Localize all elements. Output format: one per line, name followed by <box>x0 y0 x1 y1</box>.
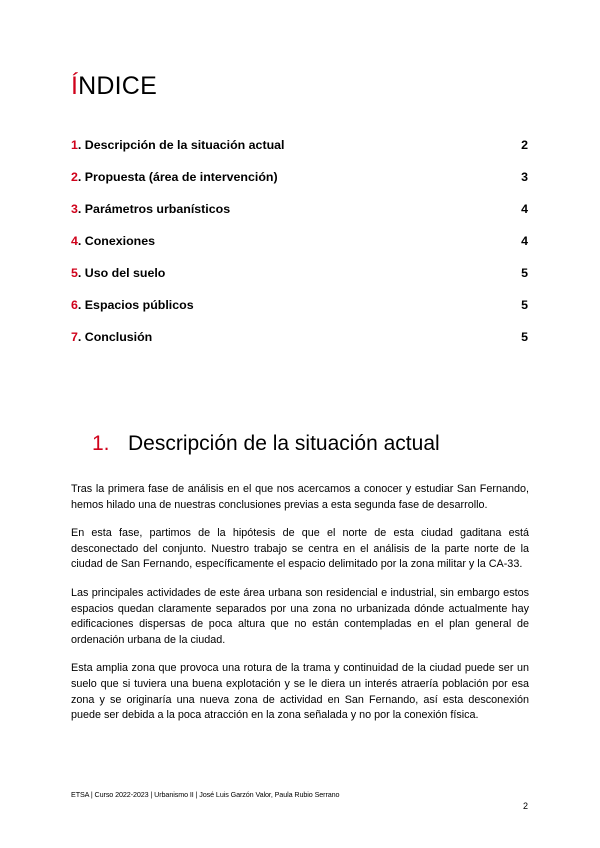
section-title: Descripción de la situación actual <box>128 432 440 455</box>
toc-item-page: 4 <box>521 202 528 216</box>
toc-item-number: 2 <box>71 170 78 184</box>
toc-item-2[interactable] <box>71 170 528 202</box>
toc-item-label: . Uso del suelo <box>77 266 166 280</box>
toc-item-page: 2 <box>521 138 528 152</box>
toc-item-page: 3 <box>521 170 528 184</box>
toc-item-5[interactable] <box>71 266 528 298</box>
toc-item-label: . Conclusión <box>77 330 153 344</box>
toc-item-4[interactable] <box>71 234 528 266</box>
index-title-rest: NDICE <box>78 72 157 100</box>
toc-item-page: 5 <box>521 266 528 280</box>
table-of-contents <box>71 138 528 362</box>
toc-item-label: . Espacios públicos <box>77 298 194 312</box>
section-body <box>71 482 529 737</box>
toc-item-number: 4 <box>71 234 78 248</box>
toc-item-7[interactable] <box>71 330 528 362</box>
index-title <box>71 72 157 101</box>
toc-item-6[interactable] <box>71 298 528 330</box>
toc-item-label: . Parámetros urbanísticos <box>77 202 231 216</box>
page-footer: ETSA | Curso 2022-2023 | Urbanismo II | José Luis Garzón Valor, Paula Rubio Serrano <box>71 790 340 799</box>
toc-item-label: . Descripción de la situación actual <box>77 138 285 152</box>
toc-item-label: . Propuesta (área de intervención) <box>77 170 278 184</box>
toc-item-1[interactable] <box>71 138 528 170</box>
section-heading <box>92 432 440 456</box>
index-title-initial: Í <box>71 72 79 100</box>
toc-item-number: 3 <box>71 202 78 216</box>
paragraph: Esta amplia zona que provoca una rotura de la trama y continuidad de la ciudad puede ser un suelo que si tuviera una buena explotación y se le diera un interés atraería población por esa zona y se originaría una nueva zona de actividad en San Fernando, así esta desconexión puede ser debida a la poca atracción en la zona señalada y no por la conexión física. <box>71 662 529 722</box>
toc-item-number: 6 <box>71 298 78 312</box>
toc-item-page: 5 <box>521 298 528 312</box>
toc-item-number: 7 <box>71 330 78 344</box>
toc-item-label: . Conexiones <box>77 234 156 248</box>
toc-item-page: 5 <box>521 330 528 344</box>
toc-item-3[interactable] <box>71 202 528 234</box>
toc-item-number: 1 <box>71 138 78 152</box>
toc-item-page: 4 <box>521 234 528 248</box>
toc-item-number: 5 <box>71 266 78 280</box>
paragraph: Las principales actividades de este área urbana son residencial e industrial, sin embargo estos espacios quedan claramente separados por una zona no urbanizada dónde actualmente hay edificaciones dispersas de poca altura que no están contempladas en el plan general de ordenación urbana de la ciudad. <box>71 586 529 646</box>
section-number: 1. <box>92 432 110 455</box>
paragraph: En esta fase, partimos de la hipótesis de que el norte de esta ciudad gaditana está desconectado del conjunto. Nuestro trabajo se centra en el análisis de la parte norte de la ciudad de San Fernando, específicamente el espacio delimitado por la zona militar y la CA-33. <box>71 527 529 571</box>
paragraph: Tras la primera fase de análisis en el que nos acercamos a conocer y estudiar San Fernando, hemos hilado una de nuestras conclusiones previas a esta segunda fase de desarrollo. <box>71 483 529 511</box>
page-number: 2 <box>522 801 528 811</box>
